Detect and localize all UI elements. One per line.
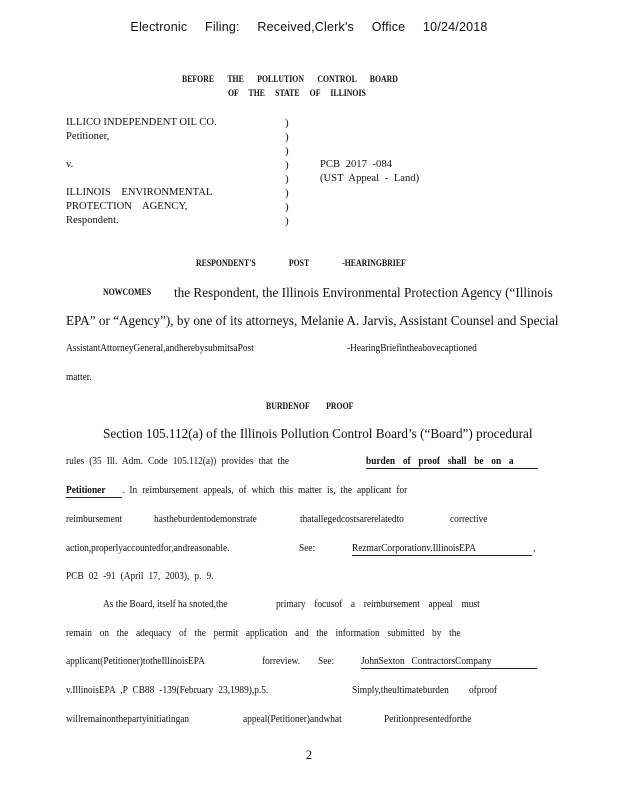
para2-line3-underline bbox=[361, 668, 537, 669]
para1-line4a: reimbursement bbox=[66, 514, 123, 525]
section-heading: BURDENOF PROOF bbox=[266, 402, 354, 412]
para2-line3b: forreview. bbox=[262, 656, 301, 667]
para1-line5a: action,properlyaccountedfor,andreasonable. bbox=[66, 543, 230, 554]
para2-line5b: appeal(Petitioner)andwhat bbox=[243, 714, 342, 725]
para2-line4a: v.IllinoisEPA ,P CB88 -139(February 23,1989),p.5. bbox=[66, 685, 269, 696]
board-title-line2: OF THE STATE OF ILLINOIS bbox=[228, 89, 366, 99]
para1-line2-underline bbox=[366, 468, 538, 469]
intro-line4: matter. bbox=[66, 372, 92, 383]
para1-line5d: , bbox=[533, 543, 536, 554]
para2-line4b: Simply,theultimateburden bbox=[352, 685, 449, 696]
caption-paren-6: ) bbox=[285, 187, 289, 199]
para1-line3-underline bbox=[66, 497, 122, 498]
header-word-filing: Filing: bbox=[204, 20, 240, 34]
caption-paren-1: ) bbox=[285, 117, 289, 129]
caption-paren-5: ) bbox=[285, 173, 289, 185]
respondent-role: Respondent. bbox=[66, 215, 119, 226]
para2-line3a: applicant(Petitioner)totheIllinoisEPA bbox=[66, 656, 205, 667]
filing-stamp-header bbox=[0, 20, 618, 34]
versus: v. bbox=[66, 159, 74, 170]
page-number: 2 bbox=[305, 748, 313, 762]
intro-line3b: -HearingBriefintheabovecaptioned bbox=[347, 343, 477, 354]
para2-line3c: See: bbox=[318, 656, 335, 667]
para1-line5c: RezmarCorporationv.IllinoisEPA bbox=[352, 543, 476, 554]
intro-line2: EPA” or “Agency”), by one of its attorneys, Melanie A. Jarvis, Assistant Counsel and Special bbox=[66, 313, 559, 328]
header-word-electronic: Electronic bbox=[130, 20, 188, 34]
respondent-name-2: PROTECTION AGENCY, bbox=[66, 201, 188, 212]
caption-paren-8: ) bbox=[285, 215, 289, 227]
intro-line1: the Respondent, the Illinois Environmental Protection Agency (“Illinois bbox=[174, 285, 553, 300]
intro-lead: NOWCOMES bbox=[103, 288, 152, 298]
case-type: (UST Appeal - Land) bbox=[320, 173, 420, 184]
para1-line4d: corrective bbox=[450, 514, 488, 525]
para1-line6: PCB 02 -91 (April 17, 2003), p. 9. bbox=[66, 571, 214, 582]
intro-line3a: AssistantAttorneyGeneral,andherebysubmitsaPost bbox=[66, 343, 254, 354]
header-word-received: Received,Clerk's bbox=[257, 20, 355, 34]
para2-line4c: ofproof bbox=[469, 685, 498, 696]
para2-line2: remain on the adequacy of the permit application and the information submitted by the bbox=[66, 628, 461, 639]
header-word-office: Office bbox=[371, 20, 406, 34]
para2-line5c: Petitionpresentedforthe bbox=[384, 714, 472, 725]
board-title-line1: BEFORE THE POLLUTION CONTROL BOARD bbox=[182, 75, 398, 85]
para1-line3a: Petitioner bbox=[66, 485, 106, 496]
para1-line5b: See: bbox=[299, 543, 316, 554]
caption-paren-7: ) bbox=[285, 201, 289, 213]
case-number: PCB 2017 -084 bbox=[320, 159, 392, 170]
para1-line4b: hastheburdentodemonstrate bbox=[154, 514, 257, 525]
respondent-name-1: ILLINOIS ENVIRONMENTAL bbox=[66, 187, 213, 198]
para2-line1a: As the Board, itself ha snoted,the bbox=[103, 599, 228, 610]
caption-paren-3: ) bbox=[285, 145, 289, 157]
para1-line3b: . In reimbursement appeals, of which this matter is, the applicant for bbox=[122, 485, 408, 496]
para1-line2b: burden of proof shall be on a bbox=[366, 456, 514, 467]
para2-line3d: JohnSexton ContractorsCompany bbox=[361, 656, 492, 667]
para1-line5-underline bbox=[352, 555, 532, 556]
para1-line4c: thatallegedcostsarerelatedto bbox=[300, 514, 404, 525]
caption-paren-2: ) bbox=[285, 131, 289, 143]
para1-line1: Section 105.112(a) of the Illinois Pollution Control Board’s (“Board”) procedural bbox=[103, 426, 533, 441]
header-date: 10/24/2018 bbox=[423, 20, 488, 34]
petitioner-role: Petitioner, bbox=[66, 131, 110, 142]
caption-paren-4: ) bbox=[285, 159, 289, 171]
petitioner-name: ILLICO INDEPENDENT OIL CO. bbox=[66, 117, 217, 128]
para2-line5a: willremainonthepartyinitiatingan bbox=[66, 714, 190, 725]
para2-line1b: primary focusof a reimbursement appeal must bbox=[276, 599, 480, 610]
brief-title: RESPONDENT'S POST -HEARINGBRIEF bbox=[196, 259, 406, 269]
para1-line2a: rules (35 Ill. Adm. Code 105.112(a)) provides that the bbox=[66, 456, 290, 467]
